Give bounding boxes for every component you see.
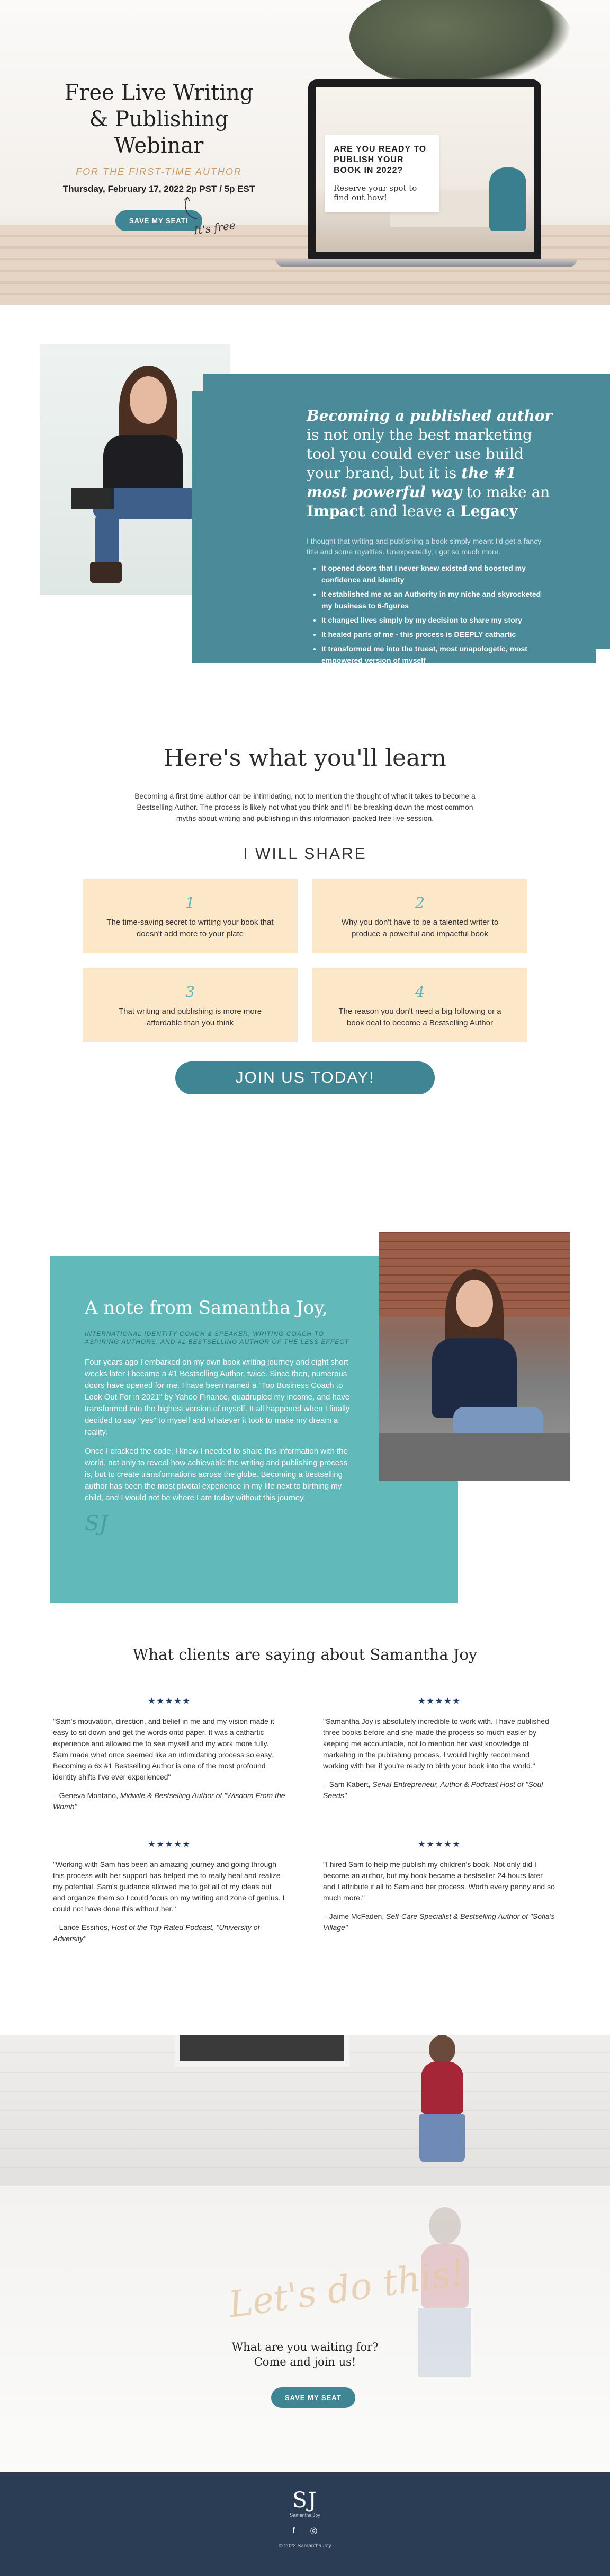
hero-subtitle: FOR THE FIRST-TIME AUTHOR — [76, 166, 242, 177]
card-number: 4 — [415, 983, 425, 1001]
author-portrait — [379, 1232, 570, 1481]
list-item: • It healed parts of me - this process is DEEPLY cathartic — [321, 628, 553, 640]
star-rating-icon: ★★★★★ — [148, 1840, 191, 1849]
learn-title: Here's what you'll learn — [164, 745, 446, 772]
hero-title: Free Live Writing & Publishing Webinar — [64, 81, 254, 158]
hero-date: Thursday, February 17, 2022 2p PST / 5p EST — [62, 184, 255, 194]
testimonial-quote: "Samantha Joy is absolutely incredible to work with. I have published three books before and she made the process so much easier by keeping me accountable, not to mention her vast knowledge of marketing in the publishing process. I would highly recommend working with her if you're ready to birth your book into the world." — [323, 1717, 549, 1770]
card-number: 3 — [185, 983, 195, 1001]
testimonial — [53, 1839, 286, 1944]
about-text — [307, 406, 553, 669]
copyright: © 2022 Samantha Joy — [279, 2543, 331, 2549]
list-item: • It established me as an Authority in my niche and skyrocketed my business to 6-figures — [321, 588, 553, 612]
cta-section — [0, 2186, 610, 2472]
about-intro: I thought that writing and publishing a book simply meant I'd get a fancy title and some royalties. Unexpectedly, I got so much more. — [307, 537, 542, 556]
note-paragraph: Once I cracked the code, I knew I needed to share this information with the world, not only to reveal how achievable the writing and publishing process is, but to create transformations across the globe. Becoming a bestselling author has been the most pivotal experience in my life next to birthing my child, and I would not be where I am today without this journey. — [85, 1447, 348, 1502]
save-my-seat-button[interactable]: SAVE MY SEAT! — [115, 210, 202, 231]
card-text: The reason you don't need a big following or a book deal to become a Bestselling Author — [338, 1007, 501, 1028]
cta-text — [0, 2340, 610, 2369]
window-decoration — [175, 2035, 349, 2067]
testimonial-quote: "Sam's motivation, direction, and belief in me and my vision made it easy to sit down and get the words onto paper. It was a cathartic experience and allowed me to see myself and my work more fully. Sam made what once seemed like an intimidating process so easy. Becoming a 6x #1 Bestselling Author is one of the most profound identity shifts I've ever experienced" — [53, 1717, 274, 1781]
logo-subtitle: Samantha Joy — [290, 2512, 320, 2518]
author-photo — [40, 344, 230, 595]
hero-content — [53, 79, 265, 231]
list-item: • It opened doors that I never knew existed and boosted my confidence and identity — [321, 562, 553, 586]
note-section — [0, 1232, 610, 1645]
its-free-note: It's free — [193, 218, 236, 237]
about-panel — [203, 374, 610, 665]
testimonial — [53, 1696, 286, 1812]
testimonial — [323, 1696, 556, 1812]
about-benefits-list — [307, 562, 553, 666]
person-image — [489, 167, 526, 231]
save-my-seat-button[interactable]: SAVE MY SEAT — [271, 2387, 355, 2408]
note-title: A note from Samantha Joy, — [85, 1297, 328, 1318]
testimonials-title: What clients are saying about Samantha Joy — [132, 1645, 478, 1663]
star-rating-icon: ★★★★★ — [418, 1840, 461, 1849]
learn-section — [0, 745, 610, 1232]
star-rating-icon: ★★★★★ — [148, 1697, 191, 1706]
note-text — [85, 1297, 352, 1536]
screen-text: Reserve your spot to find out how! — [334, 183, 417, 202]
footer — [0, 2472, 610, 2576]
cta-line-2: Come and join us! — [254, 2356, 356, 2368]
note-role: INTERNATIONAL IDENTITY COACH & SPEAKER, WRITING COACH TO ASPIRING AUTHORS, AND #1 BESTSELLING AUTHOR OF THE LESS EFFECT — [85, 1330, 349, 1345]
laptop-screen — [316, 87, 534, 252]
testimonial — [323, 1839, 556, 1944]
share-card — [83, 879, 298, 953]
testimonial-author: – Lance Essihos, Host of the Top Rated Podcast, "University of Adversity" — [53, 1923, 260, 1943]
cta-line-1: What are you waiting for? — [231, 2341, 379, 2353]
banner-image — [0, 2035, 610, 2186]
card-number: 2 — [415, 894, 425, 911]
facebook-icon[interactable]: f — [292, 2526, 295, 2535]
share-title: I WILL SHARE — [243, 845, 367, 863]
testimonial-author: – Geneva Montano, Midwife & Bestselling Author of "Wisdom From the Womb" — [53, 1791, 285, 1811]
share-cards — [83, 879, 527, 1042]
woman-image — [408, 2035, 477, 2186]
screen-heading: ARE YOU READY TO PUBLISH YOUR BOOK IN 2022? — [334, 145, 427, 175]
card-number: 1 — [185, 894, 195, 911]
testimonial-quote: "Working with Sam has been an amazing journey and going through this process with her support has helped me to really heal and realize my potential. Sam's guidance allowed me to get all of my ideas out and organize them so I could focus on my writing and zone of genius. I could not have done this without her." — [53, 1860, 285, 1913]
about-headline: Becoming a published author is not only the best marketing tool you could ever use build your brand, but it is the #1 most powerful way to make an Impact and leave a Legacy — [307, 407, 553, 520]
share-card — [312, 879, 527, 953]
background-woman-image — [402, 2207, 487, 2440]
note-paragraph: Four years ago I embarked on my own book writing journey and eight short weeks later I became a #1 Bestselling Author, twice. Since then, numerous doors have opened for me. I have been named a "Top Business Coach to Look Out For in 2021" by Yahoo Finance, quadrupled my income, and have transformed into the highest version of myself. It all happened when I finally decided to say "yes" to myself and whatever it took to make my dream a reality. — [85, 1358, 350, 1437]
laptop-base — [275, 259, 577, 267]
curved-arrow-icon — [181, 195, 202, 222]
about-section — [0, 305, 610, 745]
join-us-button[interactable]: JOIN US TODAY! — [175, 1061, 435, 1094]
hero-section — [0, 0, 610, 305]
plant-decoration — [349, 0, 572, 90]
screen-card — [325, 135, 439, 212]
lets-do-this-script: Let's do this! — [226, 2252, 468, 2326]
share-card — [83, 968, 298, 1042]
logo: SJ — [292, 2488, 318, 2512]
list-item: • It changed lives simply by my decision to share my story — [321, 614, 553, 626]
laptop-mockup — [308, 79, 541, 260]
list-item: • It transformed me into the truest, most unapologetic, most empowered version of myself — [321, 643, 553, 666]
testimonials-grid — [53, 1696, 561, 1944]
card-text: That writing and publishing is more more affordable than you think — [118, 1007, 262, 1028]
testimonial-author: – Sam Kabert, Serial Entrepreneur, Author & Podcast Host of "Soul Seeds" — [323, 1780, 543, 1800]
card-text: Why you don't have to be a talented writer to produce a powerful and impactful book — [341, 918, 499, 939]
signature: SJ — [85, 1511, 108, 1536]
star-rating-icon: ★★★★★ — [418, 1697, 461, 1706]
share-card — [312, 968, 527, 1042]
learn-description: Becoming a first time author can be intimidating, not to mention the thought of what it takes to become a Bestselling Author. The process is likely not what you think and I'll be breaking down the most common myths about writing and publishing in this information-packed free live session. — [134, 792, 476, 822]
social-links — [0, 2525, 610, 2536]
testimonials-section — [0, 1645, 610, 2035]
testimonial-quote: "I hired Sam to help me publish my children's book. Not only did I become an author, but my book became a bestseller 24 hours later and I attribute it all to Sam and her process. Worth every penny and so much more." — [323, 1860, 555, 1902]
instagram-icon[interactable]: ◎ — [310, 2526, 318, 2535]
card-text: The time-saving secret to writing your book that doesn't add more to your plate — [106, 918, 274, 939]
note-body — [85, 1357, 352, 1504]
testimonial-author: – Jaime McFaden, Self-Care Specialist & Bestselling Author of "Sofia's Village" — [323, 1912, 555, 1932]
